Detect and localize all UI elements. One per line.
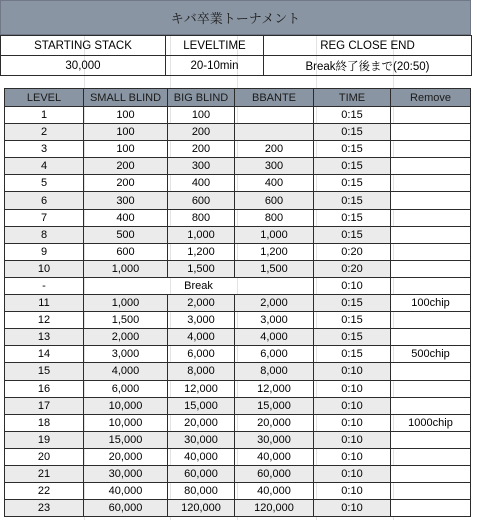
cell-bbante[interactable]: 1,000 (235, 226, 314, 243)
cell-remove[interactable] (391, 329, 471, 346)
cell-bbante[interactable]: 800 (235, 209, 314, 226)
cell-level[interactable]: 12 (5, 312, 84, 329)
break-row (5, 277, 471, 294)
cell-break[interactable]: Break (84, 277, 314, 294)
blind-structure-table (4, 88, 471, 517)
cell-remove[interactable] (391, 448, 471, 465)
table-row (5, 500, 471, 517)
cell-big-blind[interactable]: 400 (168, 175, 235, 192)
cell-big-blind[interactable]: 800 (168, 209, 235, 226)
cell-small-blind[interactable]: 200 (84, 175, 168, 192)
cell-big-blind[interactable]: 80,000 (168, 483, 235, 500)
cell-time[interactable]: 0:10 (314, 483, 391, 500)
col-header-remove[interactable]: Remove (391, 89, 471, 107)
cell-small-blind[interactable]: 100 (84, 107, 168, 124)
cell-remove[interactable] (391, 260, 471, 277)
table-row (5, 380, 471, 397)
cell-big-blind[interactable]: 3,000 (168, 312, 235, 329)
cell-time[interactable]: 0:10 (314, 465, 391, 482)
cell-small-blind[interactable]: 600 (84, 243, 168, 260)
cell-level[interactable]: - (5, 277, 84, 294)
cell-bbante[interactable]: 60,000 (235, 465, 314, 482)
starting-stack-value[interactable]: 30,000 (1, 56, 166, 76)
cell-remove[interactable] (391, 500, 471, 517)
cell-time[interactable]: 0:15 (314, 329, 391, 346)
cell-remove[interactable] (391, 277, 471, 294)
cell-big-blind[interactable]: 4,000 (168, 329, 235, 346)
cell-remove[interactable] (391, 363, 471, 380)
cell-remove[interactable] (391, 141, 471, 158)
cell-bbante[interactable]: 2,000 (235, 295, 314, 312)
cell-small-blind[interactable]: 400 (84, 209, 168, 226)
cell-time[interactable]: 0:15 (314, 226, 391, 243)
cell-small-blind[interactable]: 10,000 (84, 414, 168, 431)
cell-big-blind[interactable]: 120,000 (168, 500, 235, 517)
table-row (5, 414, 471, 431)
cell-level[interactable]: 22 (5, 483, 84, 500)
cell-bbante[interactable]: 3,000 (235, 312, 314, 329)
cell-small-blind[interactable]: 100 (84, 141, 168, 158)
cell-time[interactable]: 0:10 (314, 431, 391, 448)
cell-small-blind[interactable]: 1,000 (84, 260, 168, 277)
cell-level[interactable]: 19 (5, 431, 84, 448)
sheet-title[interactable]: キバ卒業トーナメント (0, 0, 471, 35)
cell-small-blind[interactable]: 4,000 (84, 363, 168, 380)
cell-bbante[interactable]: 200 (235, 141, 314, 158)
cell-bbante[interactable]: 15,000 (235, 397, 314, 414)
col-header-bbante[interactable]: BBANTE (235, 89, 314, 107)
cell-time[interactable]: 0:15 (314, 192, 391, 209)
reg-close-value[interactable]: Break終了後まで(20:50) (264, 56, 472, 76)
cell-remove[interactable] (391, 431, 471, 448)
cell-level[interactable]: 6 (5, 192, 84, 209)
cell-remove[interactable] (391, 483, 471, 500)
cell-level[interactable]: 7 (5, 209, 84, 226)
cell-time[interactable]: 0:15 (314, 124, 391, 141)
cell-big-blind[interactable]: 8,000 (168, 363, 235, 380)
cell-time[interactable]: 0:15 (314, 107, 391, 124)
cell-bbante[interactable]: 4,000 (235, 329, 314, 346)
cell-time[interactable]: 0:10 (314, 448, 391, 465)
table-row (5, 295, 471, 312)
cell-remove[interactable] (391, 124, 471, 141)
cell-level[interactable]: 11 (5, 295, 84, 312)
cell-remove[interactable] (391, 465, 471, 482)
cell-bbante[interactable]: 600 (235, 192, 314, 209)
cell-small-blind[interactable]: 3,000 (84, 346, 168, 363)
cell-small-blind[interactable]: 40,000 (84, 483, 168, 500)
cell-time[interactable]: 0:15 (314, 209, 391, 226)
cell-big-blind[interactable]: 1,500 (168, 260, 235, 277)
cell-big-blind[interactable]: 200 (168, 124, 235, 141)
cell-small-blind[interactable]: 60,000 (84, 500, 168, 517)
cell-level[interactable]: 14 (5, 346, 84, 363)
cell-remove[interactable] (391, 243, 471, 260)
cell-level[interactable]: 15 (5, 363, 84, 380)
cell-small-blind[interactable]: 1,500 (84, 312, 168, 329)
cell-bbante[interactable]: 20,000 (235, 414, 314, 431)
table-body (5, 107, 471, 517)
table-row (5, 192, 471, 209)
table-row (5, 483, 471, 500)
cell-small-blind[interactable]: 200 (84, 158, 168, 175)
cell-big-blind[interactable]: 6,000 (168, 346, 235, 363)
cell-bbante[interactable]: 400 (235, 175, 314, 192)
cell-time[interactable]: 0:10 (314, 380, 391, 397)
cell-remove[interactable] (391, 312, 471, 329)
cell-small-blind[interactable]: 1,000 (84, 295, 168, 312)
cell-small-blind[interactable]: 15,000 (84, 431, 168, 448)
cell-bbante[interactable]: 40,000 (235, 483, 314, 500)
cell-remove[interactable] (391, 175, 471, 192)
cell-big-blind[interactable]: 1,000 (168, 226, 235, 243)
table-row (5, 448, 471, 465)
cell-remove[interactable] (391, 397, 471, 414)
header-row (5, 89, 471, 107)
table-row (5, 141, 471, 158)
cell-time[interactable]: 0:15 (314, 158, 391, 175)
table-row (5, 397, 471, 414)
cell-level[interactable]: 5 (5, 175, 84, 192)
table-row (5, 431, 471, 448)
table-row (5, 260, 471, 277)
cell-level[interactable]: 10 (5, 260, 84, 277)
table-row (5, 226, 471, 243)
cell-level[interactable]: 18 (5, 414, 84, 431)
table-row (5, 124, 471, 141)
cell-remove[interactable]: 500chip (391, 346, 471, 363)
table-row (5, 346, 471, 363)
table-row (5, 175, 471, 192)
cell-big-blind[interactable]: 60,000 (168, 465, 235, 482)
cell-small-blind[interactable]: 30,000 (84, 465, 168, 482)
cell-remove[interactable] (391, 380, 471, 397)
cell-time[interactable]: 0:10 (314, 363, 391, 380)
cell-small-blind[interactable]: 300 (84, 192, 168, 209)
cell-big-blind[interactable]: 15,000 (168, 397, 235, 414)
table-row (5, 329, 471, 346)
settings-table (0, 35, 472, 76)
leveltime-label[interactable]: LEVELTIME (166, 36, 264, 56)
table-row (5, 312, 471, 329)
cell-small-blind[interactable]: 20,000 (84, 448, 168, 465)
cell-small-blind[interactable]: 6,000 (84, 380, 168, 397)
cell-bbante[interactable]: 300 (235, 158, 314, 175)
cell-time[interactable]: 0:15 (314, 141, 391, 158)
cell-remove[interactable] (391, 158, 471, 175)
cell-level[interactable]: 8 (5, 226, 84, 243)
cell-small-blind[interactable]: 10,000 (84, 397, 168, 414)
cell-bbante[interactable]: 30,000 (235, 431, 314, 448)
cell-time[interactable]: 0:10 (314, 414, 391, 431)
cell-time[interactable]: 0:15 (314, 346, 391, 363)
cell-bbante[interactable]: 120,000 (235, 500, 314, 517)
cell-remove[interactable]: 1000chip (391, 414, 471, 431)
cell-big-blind[interactable]: 100 (168, 107, 235, 124)
cell-big-blind[interactable]: 1,200 (168, 243, 235, 260)
cell-big-blind[interactable]: 2,000 (168, 295, 235, 312)
cell-level[interactable]: 16 (5, 380, 84, 397)
cell-level[interactable]: 4 (5, 158, 84, 175)
cell-big-blind[interactable]: 40,000 (168, 448, 235, 465)
cell-level[interactable]: 21 (5, 465, 84, 482)
cell-time[interactable]: 0:10 (314, 500, 391, 517)
cell-big-blind[interactable]: 300 (168, 158, 235, 175)
cell-level[interactable]: 2 (5, 124, 84, 141)
cell-level[interactable]: 3 (5, 141, 84, 158)
cell-time[interactable]: 0:10 (314, 397, 391, 414)
cell-bbante[interactable]: 6,000 (235, 346, 314, 363)
cell-remove[interactable] (391, 107, 471, 124)
cell-level[interactable]: 9 (5, 243, 84, 260)
cell-bbante[interactable] (235, 107, 314, 124)
cell-small-blind[interactable]: 500 (84, 226, 168, 243)
cell-remove[interactable]: 100chip (391, 295, 471, 312)
cell-big-blind[interactable]: 12,000 (168, 380, 235, 397)
leveltime-value[interactable]: 20-10min (166, 56, 264, 76)
cell-level[interactable]: 20 (5, 448, 84, 465)
cell-bbante[interactable]: 1,500 (235, 260, 314, 277)
cell-time[interactable]: 0:15 (314, 312, 391, 329)
cell-time[interactable]: 0:20 (314, 260, 391, 277)
col-header-time[interactable]: TIME (314, 89, 391, 107)
col-header-big-blind[interactable]: BIG BLIND (168, 89, 235, 107)
cell-remove[interactable] (391, 226, 471, 243)
table-row (5, 107, 471, 124)
cell-level[interactable]: 1 (5, 107, 84, 124)
cell-level[interactable]: 23 (5, 500, 84, 517)
cell-small-blind[interactable]: 100 (84, 124, 168, 141)
cell-time[interactable]: 0:10 (314, 277, 391, 294)
cell-bbante[interactable]: 1,200 (235, 243, 314, 260)
table-row (5, 465, 471, 482)
cell-big-blind[interactable]: 30,000 (168, 431, 235, 448)
cell-bbante[interactable]: 12,000 (235, 380, 314, 397)
cell-bbante[interactable]: 8,000 (235, 363, 314, 380)
cell-remove[interactable] (391, 192, 471, 209)
col-header-small-blind[interactable]: SMALL BLIND (84, 89, 168, 107)
reg-close-label[interactable]: REG CLOSE END (264, 36, 472, 56)
cell-level[interactable]: 13 (5, 329, 84, 346)
table-row (5, 243, 471, 260)
cell-remove[interactable] (391, 209, 471, 226)
table-row (5, 158, 471, 175)
cell-small-blind[interactable]: 2,000 (84, 329, 168, 346)
cell-big-blind[interactable]: 20,000 (168, 414, 235, 431)
cell-bbante[interactable] (235, 124, 314, 141)
cell-time[interactable]: 0:15 (314, 295, 391, 312)
cell-level[interactable]: 17 (5, 397, 84, 414)
cell-big-blind[interactable]: 600 (168, 192, 235, 209)
table-row (5, 363, 471, 380)
table-row (5, 209, 471, 226)
cell-time[interactable]: 0:15 (314, 175, 391, 192)
cell-bbante[interactable]: 40,000 (235, 448, 314, 465)
cell-big-blind[interactable]: 200 (168, 141, 235, 158)
cell-time[interactable]: 0:20 (314, 243, 391, 260)
starting-stack-label[interactable]: STARTING STACK (1, 36, 166, 56)
col-header-level[interactable]: LEVEL (5, 89, 84, 107)
